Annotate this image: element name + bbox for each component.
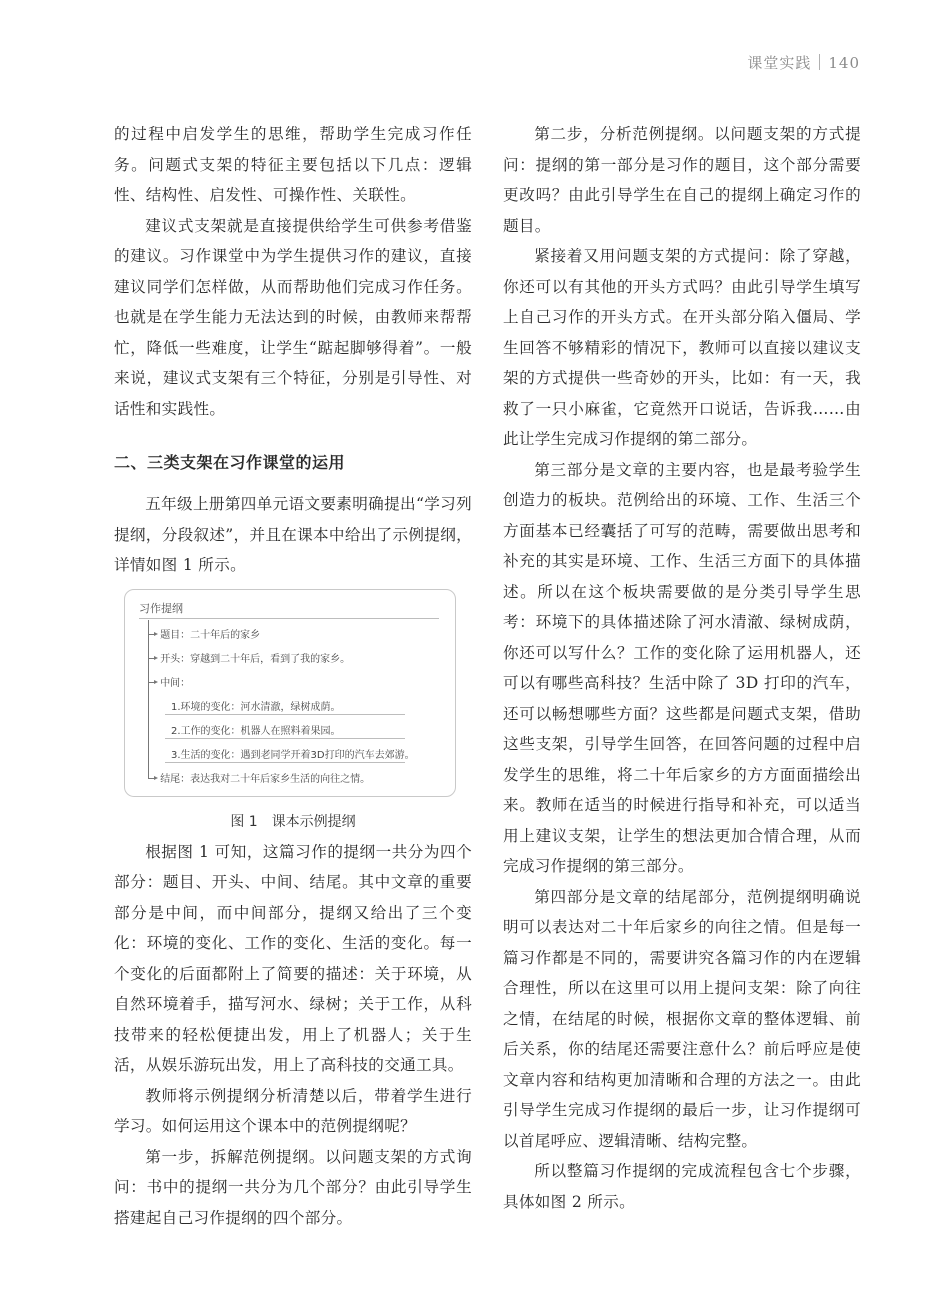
figure-title: 习作提纲: [139, 601, 183, 615]
page-number: 140: [828, 54, 860, 72]
sub-rule: [165, 738, 405, 739]
right-paragraph-1: 第二步，分析范例提纲。以问题支架的方式提问：提纲的第一部分是习作的题目，这个部分需要更改吗？由此引导学生在自己的提纲上确定习作的题目。: [503, 125, 861, 235]
page-header: [747, 52, 860, 73]
right-paragraph-2: 紧接着又用问题支架的方式提问：除了穿越，你还可以有其他的开头方式吗？由此引导学生填写上自己习作的开头方式。在开头部分陷入僵局、学生回答不够精彩的情况下，教师可以直接以建议支架的方式提供一些奇妙的开头，比如：有一天，我救了一只小麻雀，它竟然开口说话，告诉我……由此让学生完成习作提纲的第二部分。: [503, 247, 861, 448]
figure-tree-line: [148, 620, 149, 778]
left-paragraph-2: 建议式支架就是直接提供给学生可供参考借鉴的建议。习作课堂中为学生提供习作的建议，直接建议同学们怎样做，从而帮助他们完成习作任务。也就是在学生能力无法达到的时候，由教师来帮帮忙，降低一些难度，让学生“踮起脚够得着”。一般来说，建议式支架有三个特征，分别是引导性、对话性和实践性。: [114, 216, 472, 418]
left-paragraph-5: 教师将示例提纲分析清楚以后，带着学生进行学习。如何运用这个课本中的范例提纲呢？: [114, 1086, 472, 1135]
outline-item-title: [148, 626, 260, 641]
figure-caption: 图 1 课本示例提纲: [230, 813, 356, 830]
outline-item-opening: [148, 650, 350, 665]
section-label: 课堂实践: [747, 54, 812, 72]
sub-rule: [165, 762, 405, 763]
left-paragraph-3: 五年级上册第四单元语文要素明确提出“学习列提纲，分段叙述”，并且在课本中给出了示例提纲，详情如图 1 所示。: [114, 495, 472, 574]
arrow-icon: [148, 658, 156, 659]
right-column: [503, 119, 861, 1217]
arrow-icon: [148, 682, 156, 683]
outline-sub-environment: 1.环境的变化：河水清澈，绿树成荫。: [171, 701, 341, 713]
outline-item-ending: [148, 770, 370, 785]
sub-rule: [165, 714, 405, 715]
outline-sub-life: 3.生活的变化：遇到老同学开着3D打印的汽车去郊游。: [171, 749, 415, 761]
header-divider: [819, 54, 820, 70]
outline-item-ending-text: 结尾：表达我对二十年后家乡生活的向往之情。: [160, 773, 371, 785]
right-paragraph-5: 所以整篇习作提纲的完成流程包含七个步骤，具体如图 2 所示。: [503, 1162, 861, 1211]
outline-item-opening-text: 开头：穿越到二十年后，看到了我的家乡。: [160, 653, 351, 665]
right-paragraph-4: 第四部分是文章的结尾部分，范例提纲明确说明可以表达对二十年后家乡的向往之情。但是每一篇习作都是不同的，需要讲究各篇习作的内在逻辑合理性，所以在这里可以用上提问支架：除了向往之情，在结尾的时候，根据你文章的整体逻辑、前后关系，你的结尾还需要注意什么？前后呼应是使文章内容和结构更加清晰和合理的方法之一。由此引导学生完成习作提纲的最后一步，让习作提纲可以首尾呼应、逻辑清晰、结构完整。: [503, 887, 861, 1150]
right-paragraph-3: 第三部分是文章的主要内容，也是最考验学生创造力的板块。范例给出的环境、工作、生活三个方面基本已经囊括了可写的范畴，需要做出思考和补充的其实是环境、工作、生活三方面下的具体描述。所以在这个板块需要做的是分类引导学生思考：环境下的具体描述除了河水清澈、绿树成荫，你还可以写什么？工作的变化除了运用机器人，还可以有哪些高科技？生活中除了 3D 打印的汽车，还可以畅想哪些方面？这些都是问题式支架，借助这些支架，引导学生回答，在回答问题的过程中启发学生的思维，将二十年后家乡的方方面面描绘出来。教师在适当的时候进行指导和补充，可以适当用上建议支架，让学生的想法更加合情合理，从而完成习作提纲的第三部分。: [503, 460, 861, 875]
figure-title-rule: [139, 618, 439, 619]
outline-figure: [124, 589, 456, 797]
section-heading: 二、三类支架在习作课堂的运用: [114, 453, 346, 472]
left-paragraph-1: 的过程中启发学生的思维，帮助学生完成习作任务。问题式支架的特征主要包括以下几点：逻辑性、结构性、启发性、可操作性、关联性。: [114, 125, 472, 204]
left-paragraph-4: 根据图 1 可知，这篇习作的提纲一共分为四个部分：题目、开头、中间、结尾。其中文章的重要部分是中间，而中间部分，提纲又给出了三个变化：环境的变化、工作的变化、生活的变化。每一个变化的后面都附上了简要的描述：关于环境，从自然环境着手，描写河水、绿树；关于工作，从科技带来的轻松便捷出发，用上了机器人；关于生活，从娱乐游玩出发，用上了高科技的交通工具。: [114, 842, 472, 1074]
left-paragraph-6: 第一步，拆解范例提纲。以问题支架的方式询问：书中的提纲一共分为几个部分？由此引导学生搭建起自己习作提纲的四个部分。: [114, 1147, 472, 1227]
outline-item-title-text: 题目：二十年后的家乡: [160, 629, 261, 641]
outline-sub-work: 2.工作的变化：机器人在照料着果园。: [171, 725, 341, 737]
arrow-icon: [148, 778, 156, 779]
outline-item-middle-text: 中间：: [160, 677, 191, 689]
left-column: [114, 119, 472, 1233]
outline-item-middle: [148, 674, 190, 689]
arrow-icon: [148, 634, 156, 635]
